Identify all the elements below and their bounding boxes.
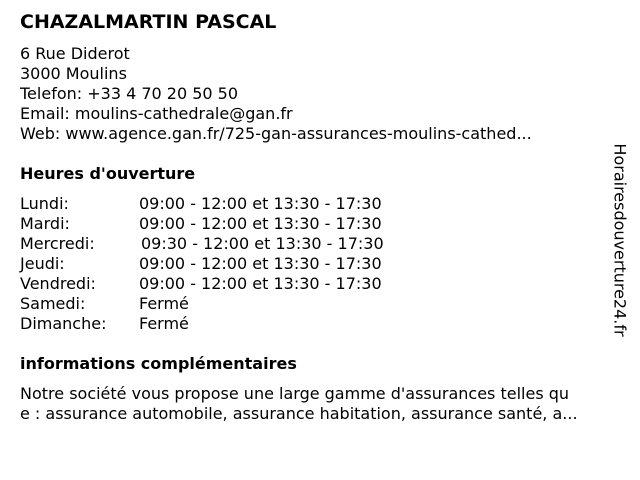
watermark [600, 0, 640, 480]
email-line: Email: moulins-cathedrale@gan.fr [20, 104, 293, 123]
day-label: Mercredi: [20, 234, 95, 253]
address-street: 6 Rue Diderot [20, 44, 130, 63]
opening-hours-heading: Heures d'ouverture [20, 164, 196, 183]
day-label: Jeudi: [20, 254, 65, 273]
day-label: Vendredi: [20, 274, 96, 293]
time-value: 09:00 - 12:00 et 13:30 - 17:30 [139, 274, 382, 293]
time-value: 09:00 - 12:00 et 13:30 - 17:30 [139, 254, 382, 273]
web-line: Web: www.agence.gan.fr/725-gan-assurances-moulins-cathed... [20, 124, 532, 143]
day-label: Lundi: [20, 194, 69, 213]
time-value: 09:00 - 12:00 et 13:30 - 17:30 [139, 214, 382, 233]
contact-block [20, 44, 532, 144]
time-value: 09:00 - 12:00 et 13:30 - 17:30 [139, 194, 382, 213]
day-label: Samedi: [20, 294, 86, 313]
description-line: Notre société vous propose une large gamme d'assurances telles qu [20, 384, 570, 403]
additional-info-heading: informations complémentaires [20, 354, 297, 373]
address-city: 3000 Moulins [20, 64, 127, 83]
watermark-text: Horairesdouverture24.fr [610, 143, 630, 337]
day-label: Dimanche: [20, 314, 107, 333]
time-value: Fermé [139, 314, 189, 333]
time-value: 09:30 - 12:00 et 13:30 - 17:30 [141, 234, 384, 253]
phone-line: Telefon: +33 4 70 20 50 50 [20, 84, 239, 103]
description-line: e : assurance automobile, assurance habitation, assurance santé, a... [20, 404, 578, 423]
time-value: Fermé [139, 294, 189, 313]
day-label: Mardi: [20, 214, 70, 233]
business-name: CHAZALMARTIN PASCAL [20, 11, 277, 33]
additional-info-text [20, 384, 630, 424]
